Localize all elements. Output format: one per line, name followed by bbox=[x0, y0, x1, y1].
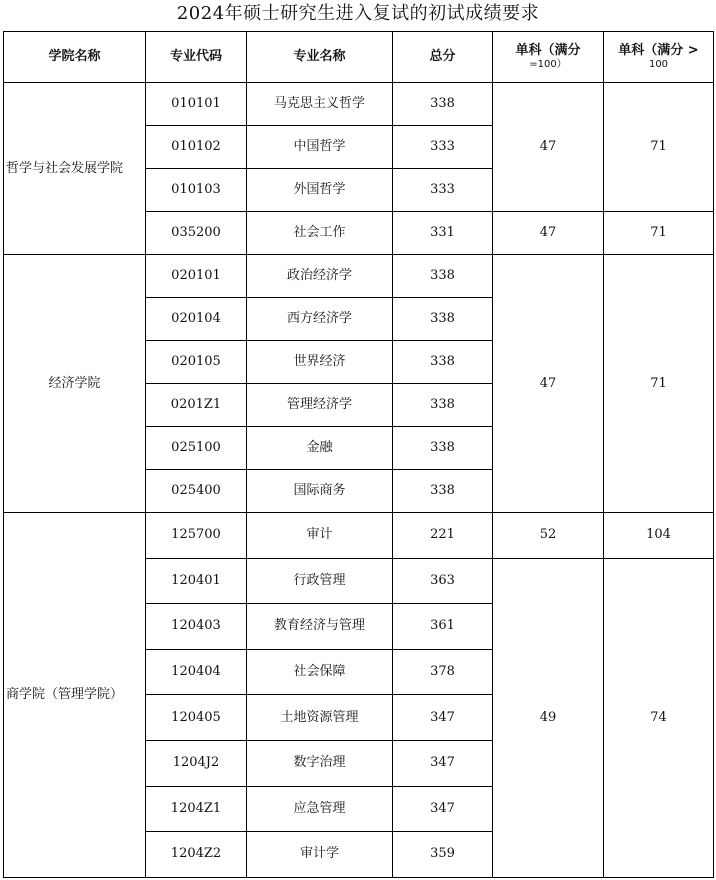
header-single-150-line2: 100 bbox=[648, 59, 669, 70]
total-cell: 378 bbox=[393, 649, 493, 695]
total-cell: 338 bbox=[393, 255, 493, 298]
code-cell: 010103 bbox=[146, 169, 247, 212]
college-cell: 经济学院 bbox=[4, 255, 146, 513]
total-cell: 333 bbox=[393, 169, 493, 212]
code-cell: 125700 bbox=[146, 513, 247, 559]
total-cell: 338 bbox=[393, 83, 493, 126]
total-cell: 338 bbox=[393, 341, 493, 384]
code-cell: 0201Z1 bbox=[146, 384, 247, 427]
college-cell: 商学院（管理学院） bbox=[4, 513, 146, 878]
total-cell: 331 bbox=[393, 212, 493, 255]
single-100-cell: 47 bbox=[493, 212, 604, 255]
code-cell: 1204Z1 bbox=[146, 786, 247, 832]
major-cell: 审计 bbox=[247, 513, 393, 559]
code-cell: 1204J2 bbox=[146, 740, 247, 786]
code-cell: 020101 bbox=[146, 255, 247, 298]
code-cell: 120404 bbox=[146, 649, 247, 695]
major-cell: 政治经济学 bbox=[247, 255, 393, 298]
total-cell: 363 bbox=[393, 558, 493, 604]
major-cell: 审计学 bbox=[247, 832, 393, 878]
header-total: 总分 bbox=[393, 32, 493, 83]
header-single-150-line1: 单科（满分 > bbox=[618, 43, 699, 58]
header-major: 专业名称 bbox=[247, 32, 393, 83]
page-title: 2024年硕士研究生进入复试的初试成绩要求 bbox=[176, 3, 540, 24]
major-cell: 社会保障 bbox=[247, 649, 393, 695]
header-row bbox=[4, 32, 714, 83]
code-cell: 120401 bbox=[146, 558, 247, 604]
total-cell: 338 bbox=[393, 470, 493, 513]
single-150-cell: 74 bbox=[604, 558, 714, 877]
major-cell: 西方经济学 bbox=[247, 298, 393, 341]
single-100-cell: 47 bbox=[493, 83, 604, 212]
total-cell: 338 bbox=[393, 427, 493, 470]
single-150-cell: 104 bbox=[604, 513, 714, 559]
code-cell: 120405 bbox=[146, 695, 247, 741]
code-cell: 1204Z2 bbox=[146, 832, 247, 878]
major-cell: 行政管理 bbox=[247, 558, 393, 604]
major-cell: 国际商务 bbox=[247, 470, 393, 513]
single-100-cell: 52 bbox=[493, 513, 604, 559]
major-cell: 马克思主义哲学 bbox=[247, 83, 393, 126]
code-cell: 120403 bbox=[146, 604, 247, 650]
code-cell: 020105 bbox=[146, 341, 247, 384]
total-cell: 347 bbox=[393, 786, 493, 832]
header-college: 学院名称 bbox=[4, 32, 146, 83]
total-cell: 347 bbox=[393, 740, 493, 786]
major-cell: 外国哲学 bbox=[247, 169, 393, 212]
single-150-cell: 71 bbox=[604, 83, 714, 212]
header-code: 专业代码 bbox=[146, 32, 247, 83]
header-single-100-line1: 单科（满分 bbox=[515, 43, 581, 58]
major-cell: 金融 bbox=[247, 427, 393, 470]
total-cell: 333 bbox=[393, 126, 493, 169]
code-cell: 025400 bbox=[146, 470, 247, 513]
major-cell: 社会工作 bbox=[247, 212, 393, 255]
major-cell: 世界经济 bbox=[247, 341, 393, 384]
total-cell: 347 bbox=[393, 695, 493, 741]
college-cell: 哲学与社会发展学院 bbox=[4, 83, 146, 255]
table-row bbox=[4, 513, 714, 559]
code-cell: 020104 bbox=[146, 298, 247, 341]
single-100-cell: 47 bbox=[493, 255, 604, 513]
total-cell: 338 bbox=[393, 384, 493, 427]
major-cell: 应急管理 bbox=[247, 786, 393, 832]
total-cell: 361 bbox=[393, 604, 493, 650]
code-cell: 010101 bbox=[146, 83, 247, 126]
table-row bbox=[4, 255, 714, 298]
total-cell: 359 bbox=[393, 832, 493, 878]
major-cell: 中国哲学 bbox=[247, 126, 393, 169]
major-cell: 管理经济学 bbox=[247, 384, 393, 427]
code-cell: 010102 bbox=[146, 126, 247, 169]
header-single-150 bbox=[604, 32, 714, 83]
major-cell: 教育经济与管理 bbox=[247, 604, 393, 650]
major-cell: 土地资源管理 bbox=[247, 695, 393, 741]
score-requirements-table bbox=[3, 31, 714, 878]
single-150-cell: 71 bbox=[604, 255, 714, 513]
header-single-100 bbox=[493, 32, 604, 83]
table-row bbox=[4, 83, 714, 126]
total-cell: 338 bbox=[393, 298, 493, 341]
single-100-cell: 49 bbox=[493, 558, 604, 877]
single-150-cell: 71 bbox=[604, 212, 714, 255]
total-cell: 221 bbox=[393, 513, 493, 559]
header-single-100-line2: =100） bbox=[529, 59, 567, 70]
code-cell: 025100 bbox=[146, 427, 247, 470]
code-cell: 035200 bbox=[146, 212, 247, 255]
major-cell: 数字治理 bbox=[247, 740, 393, 786]
